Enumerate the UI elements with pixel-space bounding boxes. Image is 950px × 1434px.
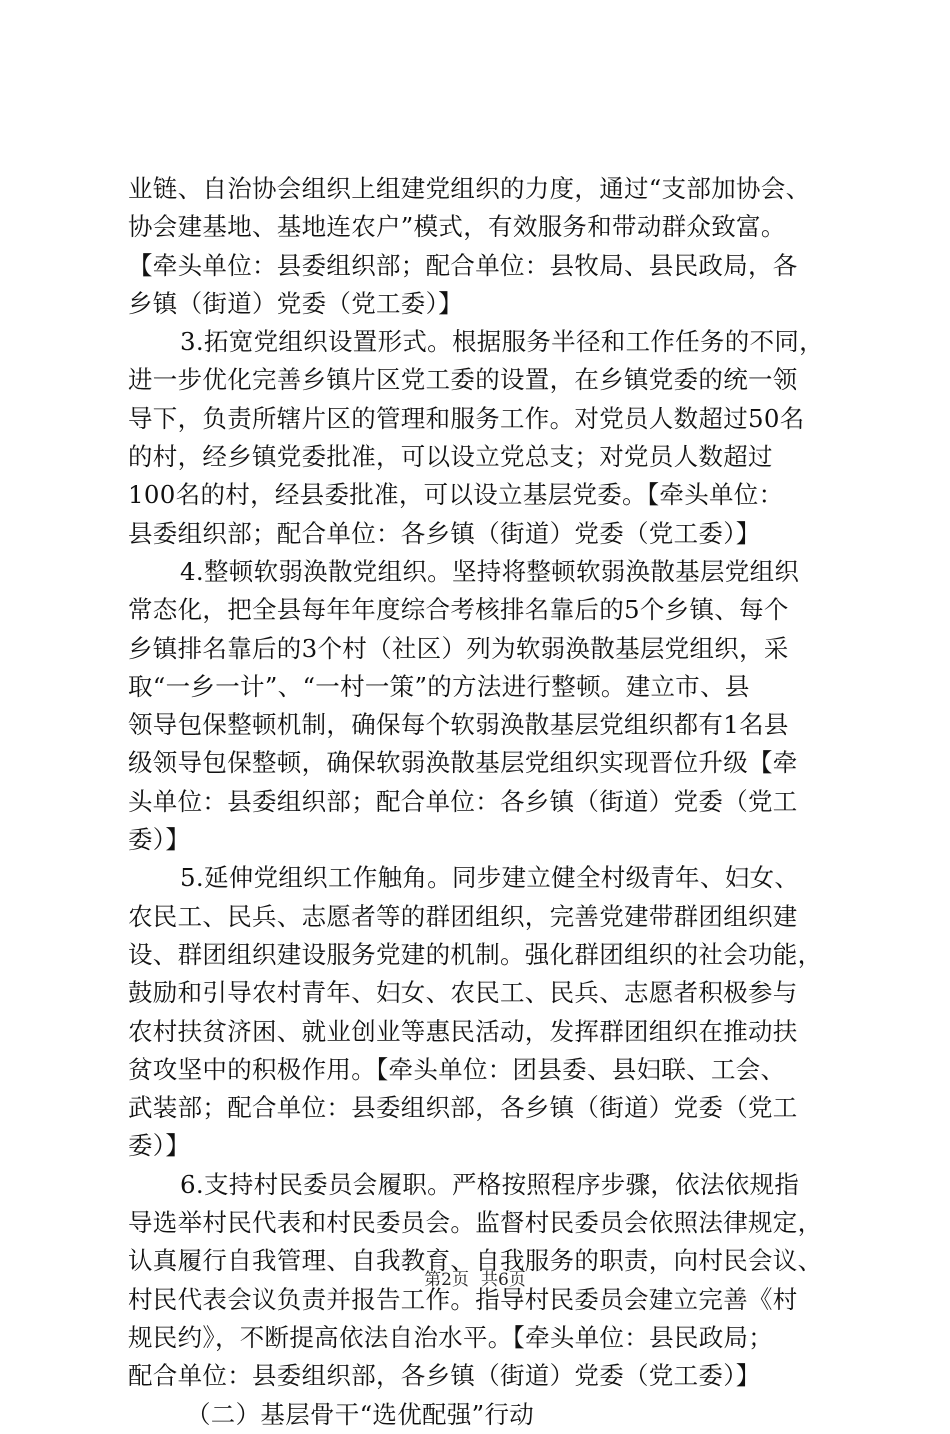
text-line: 乡镇排名靠后的3个村（社区）列为软弱涣散基层党组织，采 — [128, 633, 789, 663]
paragraph-start-line: 5.延伸党组织工作触角。同步建立健全村级青年、妇女、 — [180, 863, 800, 893]
text-line: 的村，经乡镇党委批准，可以设立党总支；对党员人数超过 — [128, 442, 773, 472]
text-line: 农村扶贫济困、就业创业等惠民活动，发挥群团组织在推动扶 — [128, 1016, 798, 1046]
text-line: 贫攻坚中的积极作用。【牵头单位：团县委、县妇联、工会、 — [128, 1054, 786, 1084]
page-number: 第2页 — [424, 1270, 469, 1290]
paragraph-start-line: 3.拓宽党组织设置形式。根据服务半径和工作任务的不同， — [180, 327, 824, 357]
text-line: 县委组织部；配合单位：各乡镇（街道）党委（党工委）】 — [128, 518, 761, 548]
text-line: 100名的村，经县委批准，可以设立基层党委。【牵头单位： — [128, 480, 784, 510]
text-line: 委）】 — [128, 1131, 191, 1161]
document-body — [128, 170, 840, 1434]
text-line: 【牵头单位：县委组织部；配合单位：县牧局、县民政局，各 — [128, 250, 798, 280]
text-line: 取“一乡一计”、“一村一策”的方法进行整顿。建立市、县 — [128, 671, 750, 701]
text-line: 认真履行自我管理、自我教育、自我服务的职责，向村民会议、 — [128, 1246, 823, 1276]
text-line: 配合单位：县委组织部，各乡镇（街道）党委（党工委）】 — [128, 1361, 761, 1391]
text-line: 头单位：县委组织部；配合单位：各乡镇（街道）党委（党工 — [128, 786, 798, 816]
text-line: 委）】 — [128, 825, 191, 855]
page-footer — [0, 1268, 950, 1292]
text-line: 领导包保整顿机制，确保每个软弱涣散基层党组织都有1名县 — [128, 710, 789, 740]
paragraph-start-line: 6.支持村民委员会履职。严格按照程序步骤，依法依规指 — [180, 1169, 800, 1199]
text-line: 导下，负责所辖片区的管理和服务工作。对党员人数超过50名 — [128, 403, 805, 433]
paragraph-start-line: 4.整顿软弱涣散党组织。坚持将整顿软弱涣散基层党组织 — [180, 556, 800, 586]
text-line: 乡镇（街道）党委（党工委）】 — [128, 288, 463, 318]
text-line: 农民工、民兵、志愿者等的群团组织，完善党建带群团组织建 — [128, 901, 798, 931]
text-line: 导选举村民代表和村民委员会。监督村民委员会依照法律规定， — [128, 1208, 823, 1238]
page-total: 共6页 — [481, 1270, 526, 1290]
text-line: 村民代表会议负责并报告工作。指导村民委员会建立完善《村 — [128, 1284, 798, 1314]
text-line: 业链、自治协会组织上组建党组织的力度，通过“支部加协会、 — [128, 174, 811, 203]
text-line: 级领导包保整顿，确保软弱涣散基层党组织实现晋位升级【牵 — [128, 748, 798, 778]
text-line: 鼓励和引导农村青年、妇女、农民工、民兵、志愿者积极参与 — [128, 978, 798, 1008]
text-line: 武装部；配合单位：县委组织部，各乡镇（街道）党委（党工 — [128, 1093, 798, 1123]
text-line: 设、群团组织建设服务党建的机制。强化群团组织的社会功能， — [128, 939, 823, 969]
text-line: 常态化，把全县每年年度综合考核排名靠后的5个乡镇、每个 — [128, 595, 789, 625]
text-line: 进一步优化完善乡镇片区党工委的设置，在乡镇党委的统一领 — [128, 365, 798, 395]
text-line: 规民约》，不断提高依法自治水平。【牵头单位：县民政局； — [128, 1322, 774, 1352]
section-heading: （二）基层骨干“选优配强”行动 — [186, 1399, 535, 1429]
text-line: 协会建基地、基地连农户”模式，有效服务和带动群众致富。 — [128, 212, 786, 242]
